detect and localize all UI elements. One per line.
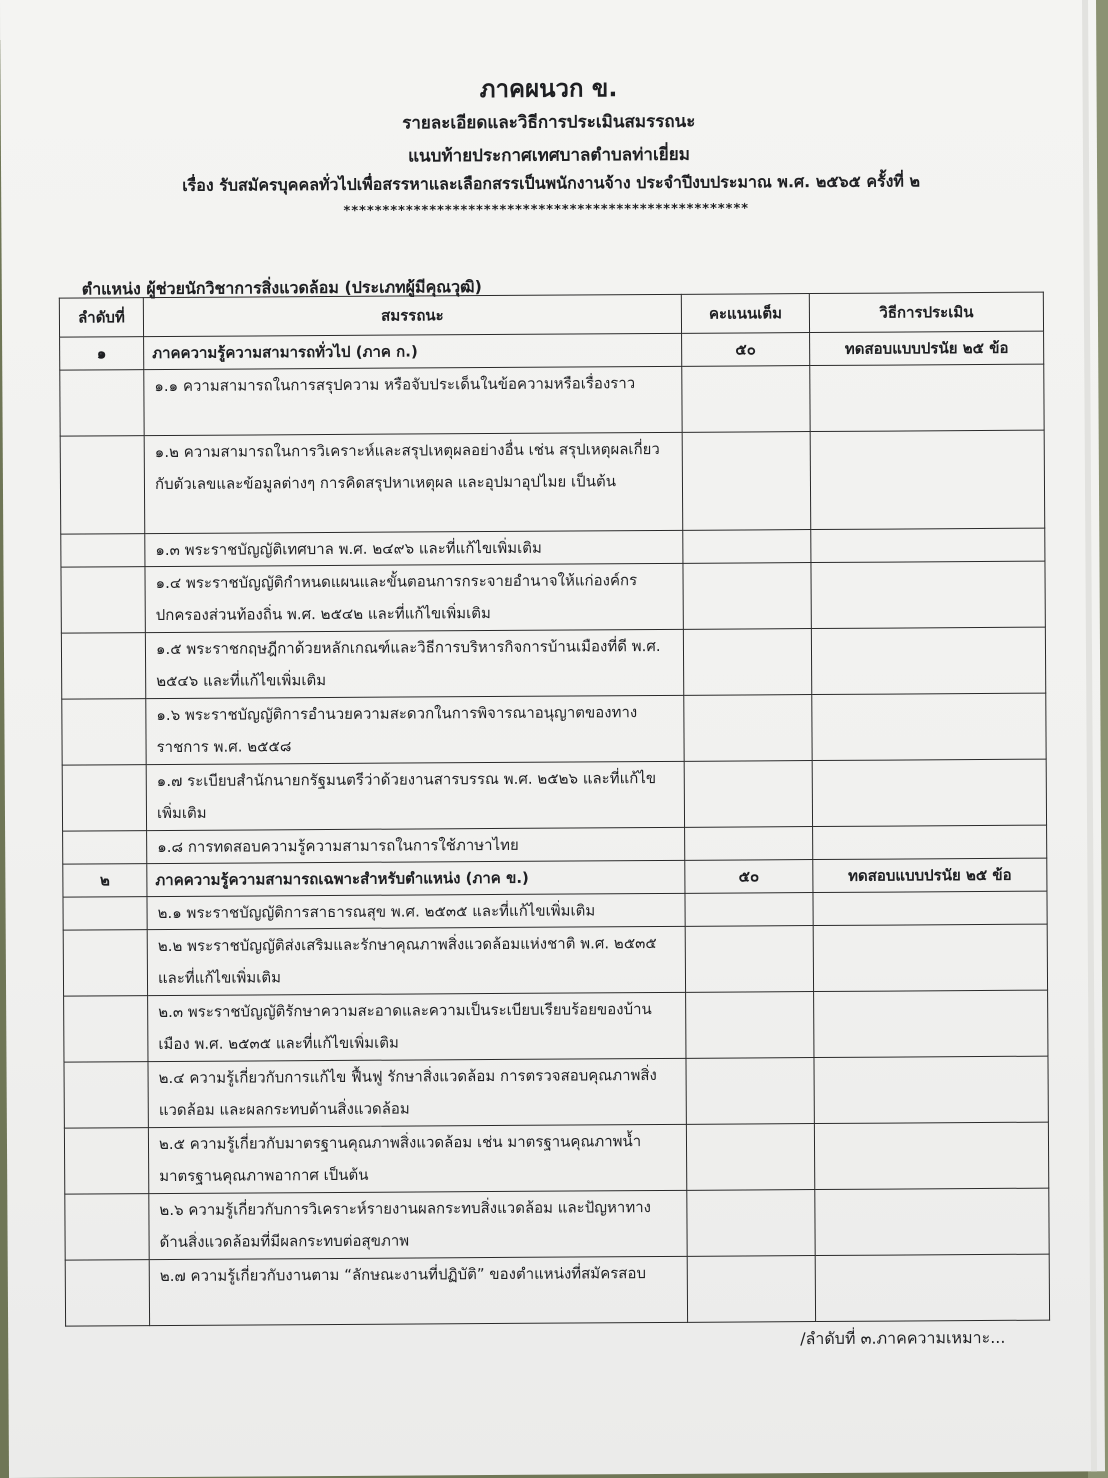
competency-item: ๒.๗ ความรู้เกี่ยวกับงานตาม “ลักษณะงานที่ปฏิบัติ” ของตำแหน่งที่สมัครสอบ — [149, 1256, 687, 1325]
competency-item: ๑.๓ พระราชบัญญัติเทศบาล พ.ศ. ๒๔๙๖ และที่แก้ไขเพิ่มเติม — [145, 530, 683, 566]
competency-item: ๑.๖ พระราชบัญญัติการอำนวยความสะดวกในการพิจารณาอนุญาตของทางราชการ พ.ศ. ๒๕๕๘ — [146, 695, 684, 764]
competency-item: ๒.๓ พระราชบัญญัติรักษาความสะอาดและความเป็นระเบียบเรียบร้อยของบ้านเมือง พ.ศ. ๒๕๓๕ และที่แก้ไขเพิ่มเติม — [148, 992, 686, 1061]
table-row — [64, 1122, 1048, 1194]
column-header-full-score: คะแนนเต็ม — [681, 294, 809, 334]
competency-item: ๒.๑ พระราชบัญญัติการสาธารณสุข พ.ศ. ๒๕๓๕ และที่แก้ไขเพิ่มเติม — [147, 893, 685, 929]
continuation-note: /ลำดับที่ ๓.ภาคความเหมาะ... — [800, 1327, 1006, 1349]
star-separator: **************************************************** — [343, 201, 750, 219]
competency-item: ๑.๔ พระราชบัญญัติกำหนดแผนและขั้นตอนการกระจายอำนาจให้แก่องค์กรปกครองส่วนท้องถิ่น พ.ศ. ๒๕๔๒ และที่แก้ไขเพิ่มเติม — [145, 563, 683, 632]
competency-item: ๑.๒ ความสามารถในการวิเคราะห์และสรุปเหตุผลอย่างอื่น เช่น สรุปเหตุผลเกี่ยวกับตัวเลขและข้อมูลต่างๆ การคิดสรุปหาเหตุผล และอุปมาอุปไมย เป็นต้น — [144, 432, 683, 533]
section-number: ๒ — [63, 864, 147, 898]
table-row — [65, 1188, 1049, 1260]
competency-item: ๒.๖ ความรู้เกี่ยวกับการวิเคราะห์รายงานผลกระทบสิ่งแวดล้อม และปัญหาทางด้านสิ่งแวดล้อมที่มีผลกระทบต่อสุขภาพ — [149, 1190, 687, 1259]
competency-item: ๒.๔ ความรู้เกี่ยวกับการแก้ไข ฟื้นฟู รักษาสิ่งแวดล้อม การตรวจสอบคุณภาพสิ่งแวดล้อม และผลกระทบด้านสิ่งแวดล้อม — [148, 1058, 686, 1127]
table-row — [64, 990, 1048, 1062]
column-header-competency: สมรรถนะ — [143, 294, 681, 336]
table-row — [60, 430, 1045, 534]
subject-line: เรื่อง รับสมัครบุคคลทั่วไปเพื่อสรรหาและเลือกสรรเป็นพนักงานจ้าง ประจำปีงบประมาณ พ.ศ. ๒๕๖๕ ครั้งที่ ๒ — [182, 171, 921, 195]
section-method: ทดสอบแบบปรนัย ๒๕ ข้อ — [810, 331, 1044, 365]
table-row — [65, 1254, 1049, 1326]
section-score: ๕๐ — [685, 860, 813, 894]
table-row — [61, 627, 1045, 699]
table-row — [63, 924, 1047, 996]
section-title: ภาคความรู้ความสามารถทั่วไป (ภาค ก.) — [144, 333, 682, 369]
section-row-1 — [60, 331, 1044, 370]
column-header-order: ลำดับที่ — [59, 298, 143, 338]
competency-item: ๑.๑ ความสามารถในการสรุปความ หรือจับประเด็นในข้อความหรือเรื่องราว — [144, 366, 682, 435]
document-subtitle: รายละเอียดและวิธีการประเมินสมรรถนะ — [402, 111, 696, 134]
competency-item: ๒.๕ ความรู้เกี่ยวกับมาตรฐานคุณภาพสิ่งแวดล้อม เช่น มาตรฐานคุณภาพน้ำ มาตรฐานคุณภาพอากาศ เป็นต้น — [148, 1124, 686, 1193]
competency-item: ๑.๘ การทดสอบความรู้ความสามารถในการใช้ภาษาไทย — [147, 827, 685, 863]
table-row — [62, 693, 1046, 765]
section-method: ทดสอบแบบปรนัย ๒๕ ข้อ — [813, 858, 1047, 892]
section-score: ๕๐ — [682, 333, 810, 367]
table-row — [60, 364, 1044, 436]
table-row — [64, 1056, 1048, 1128]
table-header-row — [59, 292, 1043, 337]
section-row-2 — [63, 858, 1047, 897]
attachment-line: แนบท้ายประกาศเทศบาลตำบลท่าเยี่ยม — [407, 144, 690, 167]
table-row — [61, 561, 1045, 633]
competency-item: ๑.๕ พระราชกฤษฎีกาด้วยหลักเกณฑ์และวิธีการบริหารกิจการบ้านเมืองที่ดี พ.ศ. ๒๕๔๖ และที่แก้ไขเพิ่มเติม — [145, 629, 683, 698]
document-title: ภาคผนวก ข. — [479, 74, 618, 104]
column-header-method: วิธีการประเมิน — [809, 292, 1043, 332]
section-title: ภาคความรู้ความสามารถเฉพาะสำหรับตำแหน่ง (ภาค ข.) — [147, 860, 685, 896]
competency-table — [59, 292, 1050, 1327]
table-row — [62, 759, 1046, 831]
section-number: ๑ — [60, 337, 144, 371]
competency-item: ๒.๒ พระราชบัญญัติส่งเสริมและรักษาคุณภาพสิ่งแวดล้อมแห่งชาติ พ.ศ. ๒๕๓๕ และที่แก้ไขเพิ่มเติม — [147, 926, 685, 995]
competency-item: ๑.๗ ระเบียบสำนักนายกรัฐมนตรีว่าด้วยงานสารบรรณ พ.ศ. ๒๕๒๖ และที่แก้ไขเพิ่มเติม — [146, 761, 684, 830]
paper-edge — [1082, 0, 1097, 1471]
position-title: ตำแหน่ง ผู้ช่วยนักวิชาการสิ่งแวดล้อม (ประเภทผู้มีคุณวุฒิ) — [81, 277, 482, 299]
